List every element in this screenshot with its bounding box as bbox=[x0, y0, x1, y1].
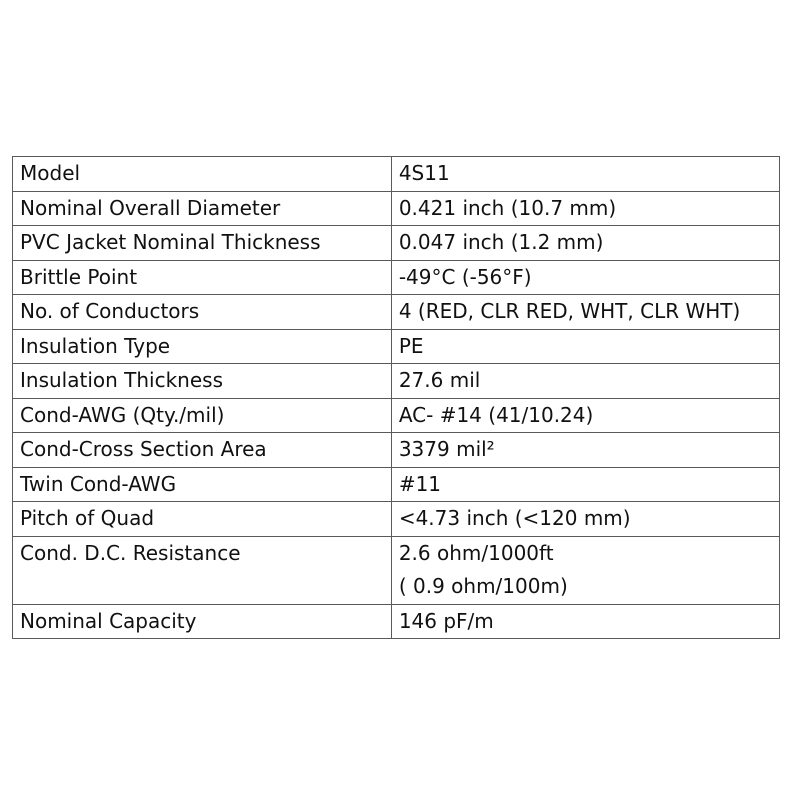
spec-table-body bbox=[13, 157, 780, 639]
spec-value-cell bbox=[391, 191, 779, 226]
spec-value-cell bbox=[391, 536, 779, 604]
table-row bbox=[13, 398, 780, 433]
spec-label-cell: Insulation Type bbox=[13, 329, 392, 364]
spec-value-line: 2.6 ohm/1000ft bbox=[398, 540, 554, 565]
spec-value-line: 4S11 bbox=[398, 161, 450, 185]
spec-label-cell: Insulation Thickness bbox=[13, 364, 392, 399]
spec-label-cell: Nominal Overall Diameter bbox=[13, 191, 392, 226]
spec-label-cell: PVC Jacket Nominal Thickness bbox=[13, 226, 392, 261]
spec-value-line: 27.6 mil bbox=[398, 368, 481, 392]
spec-label-cell: Cond-AWG (Qty./mil) bbox=[13, 398, 392, 433]
spec-value-line: 4 (RED, CLR RED, WHT, CLR WHT) bbox=[398, 299, 741, 323]
spec-value-cell bbox=[391, 604, 779, 639]
spec-value-line: 0.421 inch (10.7 mm) bbox=[398, 195, 617, 220]
spec-label-cell: Pitch of Quad bbox=[13, 502, 392, 537]
table-row bbox=[13, 260, 780, 295]
table-row bbox=[13, 329, 780, 364]
spec-value-line: ( 0.9 ohm/100m) bbox=[398, 574, 568, 598]
table-row bbox=[13, 226, 780, 261]
table-row bbox=[13, 295, 780, 330]
spec-value-cell bbox=[391, 157, 779, 192]
table-row bbox=[13, 191, 780, 226]
table-row bbox=[13, 502, 780, 537]
table-row bbox=[13, 604, 780, 639]
spec-value-cell bbox=[391, 398, 779, 433]
spec-value-cell bbox=[391, 329, 779, 364]
spec-value-line: 146 pF/m bbox=[398, 608, 494, 633]
spec-value-cell bbox=[391, 364, 779, 399]
table-row bbox=[13, 467, 780, 502]
spec-value-cell bbox=[391, 433, 779, 468]
table-row bbox=[13, 157, 780, 192]
spec-value-line: #11 bbox=[398, 471, 442, 496]
spec-label-cell: No. of Conductors bbox=[13, 295, 392, 330]
spec-value-line: AC- #14 (41/10.24) bbox=[398, 402, 594, 427]
table-row bbox=[13, 364, 780, 399]
spec-label-cell: Cond. D.C. Resistance bbox=[13, 536, 392, 604]
spec-value-line: PE bbox=[398, 333, 424, 358]
spec-label-cell: Nominal Capacity bbox=[13, 604, 392, 639]
spec-value-cell bbox=[391, 467, 779, 502]
spec-value-line: 0.047 inch (1.2 mm) bbox=[398, 230, 604, 254]
spec-value-cell bbox=[391, 295, 779, 330]
spec-value-cell bbox=[391, 260, 779, 295]
spec-value-line: -49°C (-56°F) bbox=[398, 264, 532, 289]
spec-value-line: <4.73 inch (<120 mm) bbox=[398, 506, 631, 530]
table-row bbox=[13, 536, 780, 604]
cable-spec-table bbox=[12, 156, 780, 639]
spec-label-cell: Brittle Point bbox=[13, 260, 392, 295]
spec-label-cell: Twin Cond-AWG bbox=[13, 467, 392, 502]
spec-value-cell bbox=[391, 502, 779, 537]
table-row bbox=[13, 433, 780, 468]
spec-value-cell bbox=[391, 226, 779, 261]
spec-label-cell: Cond-Cross Section Area bbox=[13, 433, 392, 468]
spec-label-cell: Model bbox=[13, 157, 392, 192]
spec-value-line: 3379 mil² bbox=[398, 437, 495, 461]
